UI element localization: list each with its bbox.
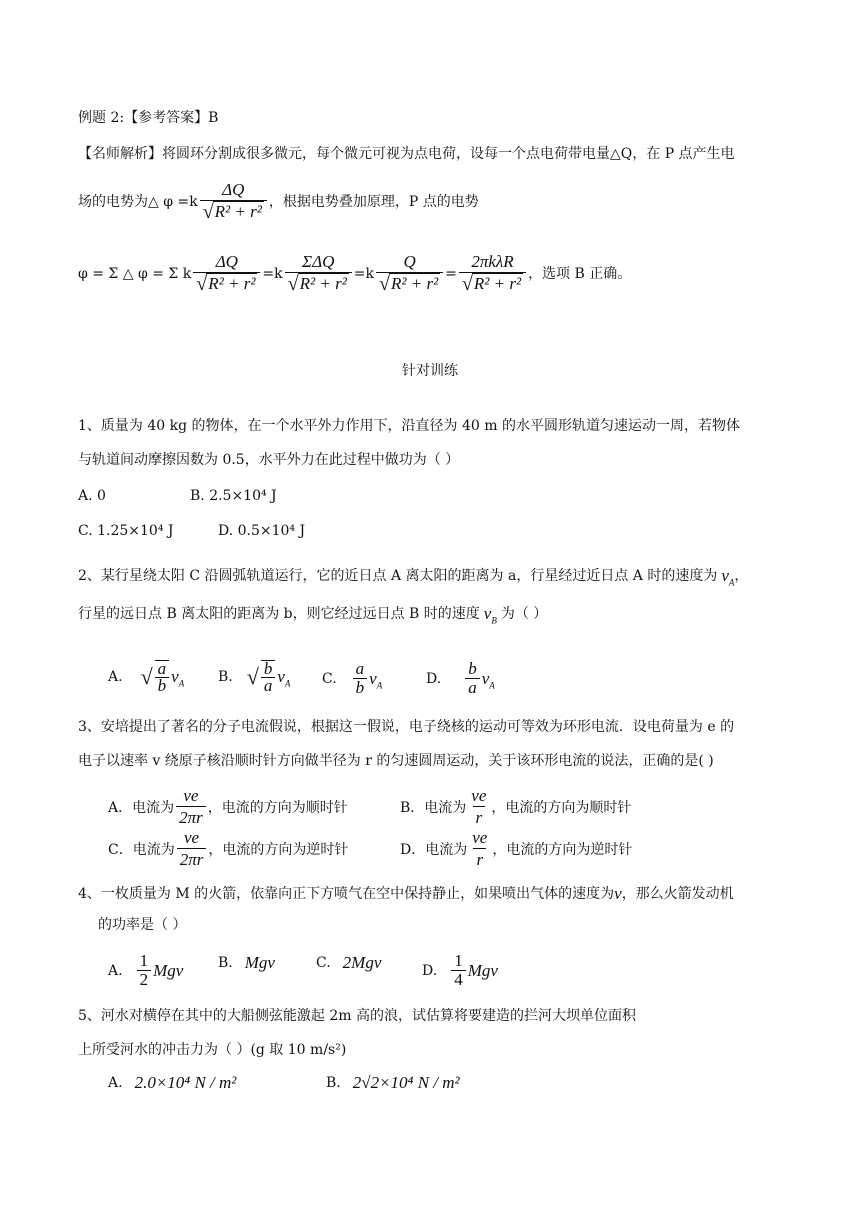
q1-line2: 与轨道间动摩擦因数为 0.5，水平外力在此过程中做功为（ ）: [78, 452, 460, 468]
example-answer-line: 例题 2:【参考答案】B: [78, 110, 219, 126]
formula-fraction-4: 2πkλR √ R² + r²: [459, 252, 526, 296]
q2-option-c: C. $\frac{a}{b}$ $v_A$: [322, 659, 383, 697]
q5-line1: 5、河水对横停在其中的大船侧弦能激起 2m 高的浪，试估算将要建造的拦河大坝单位面积: [78, 1008, 636, 1024]
q2-option-a: A. √ $\frac{a}{b}$ $v_A$: [108, 659, 185, 695]
section-title: 针对训练: [402, 363, 458, 379]
sqrt-expression: R² + r²: [214, 202, 262, 221]
formula-k2: =k: [353, 266, 375, 282]
q1-option-d: D. 0.5×10⁴ J: [218, 523, 306, 539]
formula-eq: =: [445, 266, 457, 282]
q3-option-a: A．电流为 $\frac{ve}{2\pi r}$ ，电流的方向为顺时针: [108, 786, 348, 827]
potential-fraction: ΔQ √ R² + r²: [200, 180, 267, 224]
q4-line1: 4、一枚质量为 M 的火箭，依靠向正下方喷气在空中保持静止，如果喷出气体的速度为 v ，那么火箭发动机: [78, 884, 734, 903]
q4-option-b: B. Mgv: [218, 953, 275, 972]
q4-option-d: D. $\frac{1}{4}$ Mgv: [422, 951, 498, 989]
formula-fraction-3: Q √ R² + r²: [376, 252, 443, 296]
q4-option-a: A. $\frac{1}{2}$ Mgv: [108, 951, 184, 989]
fraction-numerator: ΔQ: [222, 180, 245, 199]
q5-line2: 上所受河水的冲击力为（ ）(g 取 10 m/s²): [78, 1042, 347, 1058]
q4-line2: 的功率是（ ）: [98, 917, 187, 933]
formula-fraction-2: ΣΔQ √ R² + r²: [285, 252, 352, 296]
q2-option-b: B. √ $\frac{b}{a}$ $v_A$: [218, 659, 291, 695]
example-analysis-line1: 【名师解析】将圆环分割成很多微元，每个微元可视为点电荷，设每一个点电荷带电量△Q，在 P 点产生电: [78, 146, 735, 162]
q3-line2: 电子以速率 v 绕原子核沿顺时针方向做半径为 r 的匀速圆周运动，关于该环形电流的说法，正确的是( ): [78, 753, 714, 769]
example-formula-line: [78, 252, 631, 296]
analysis-prefix: 场的电势为△ φ =k: [78, 194, 198, 210]
q1-line1: 1、质量为 40 kg 的物体，在一个水平外力作用下，沿直径为 40 m 的水平圆形轨道匀速运动一周，若物体: [78, 418, 740, 434]
formula-prefix: φ = Σ △ φ = Σ k: [78, 266, 192, 282]
q3-option-c: C．电流为 $\frac{ve}{2\pi r}$ ，电流的方向为逆时针: [108, 828, 349, 869]
q3-line1: 3、安培提出了著名的分子电流假说，根据这一假说，电子绕核的运动可等效为环形电流．设电荷量为 e 的: [78, 719, 735, 735]
q1-option-b: B. 2.5×10⁴ J: [190, 488, 277, 504]
q2-line1: 2、某行星绕太阳 C 沿圆弧轨道运行，它的近日点 A 离太阳的距离为 a，行星经过近日点 A 时的速度为 $v_A$ ，: [78, 566, 749, 588]
q3-option-d: D．电流为 $\frac{ve}{r}$ ，电流的方向为逆时针: [400, 828, 633, 869]
analysis-suffix: ，根据电势叠加原理，P 点的电势: [268, 194, 479, 210]
formula-suffix: ，选项 B 正确。: [528, 266, 632, 282]
formula-k1: =k: [262, 266, 283, 282]
q2-option-d: D. $\frac{b}{a}$ $v_A$: [426, 659, 495, 697]
q5-option-b: B. 2√2×10⁴ N / m²: [326, 1073, 460, 1092]
q3-option-b: B．电流为 $\frac{ve}{r}$ ，电流的方向为顺时针: [400, 786, 632, 827]
q4-option-c: C. 2Mgv: [316, 953, 382, 972]
formula-fraction-1: ΔQ √ R² + r²: [193, 252, 260, 296]
q5-option-a: A. 2.0×10⁴ N / m²: [108, 1073, 237, 1092]
q1-option-c: C. 1.25×10⁴ J: [78, 523, 174, 539]
example-analysis-line2: [78, 180, 479, 224]
q1-option-a: A. 0: [78, 488, 106, 504]
q2-line2: 行星的远日点 B 离太阳的距离为 b，则它经过远日点 B 时的速度 $v_B$ 为（ ）: [78, 604, 548, 626]
